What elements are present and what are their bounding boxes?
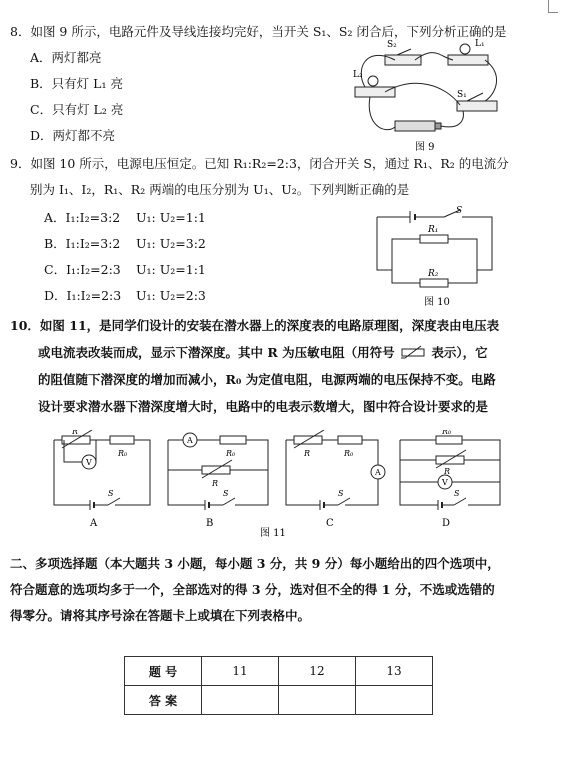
switch-s2-icon (397, 49, 411, 55)
answer-cell-12[interactable] (279, 686, 356, 715)
fig10-caption: 图 10 (424, 297, 450, 308)
q9-option-c-value: U₁: U₂=1:1 (136, 262, 206, 277)
q9-option-b-label: B．I₁:I₂=3:2 (44, 236, 121, 251)
circuit-b-r0 (220, 436, 246, 444)
circuit-b-label-a: A (187, 436, 193, 445)
answer-table-answer-row (125, 686, 433, 715)
q9-option-a-value: U₁: U₂=1:1 (136, 210, 206, 225)
circuit-c-label-r0: R₀ (344, 449, 354, 458)
page-corner-mark (548, 0, 549, 12)
q10-line3: 的阻值随下潜深度的增加而减小，R₀ 为定值电阻，电源两端的电压保持不变。电路 (38, 372, 496, 387)
battery-body (395, 121, 435, 131)
q8-option-c: C．只有灯 L₂ 亮 (30, 102, 124, 117)
fig10-label-s: S (456, 206, 463, 216)
q10-line4: 设计要求潜水器下潜深度增大时，电路中的电表示数增大，图中符合设计要求的是 (38, 399, 489, 414)
q9-stem-line2: 别为 I₁、I₂，R₁、R₂ 两端的电压分别为 U₁、U₂。下列判断正确的是 (30, 182, 410, 197)
answer-table-number-11: 11 (202, 657, 279, 686)
answer-table-header-label: 题 号 (125, 657, 202, 686)
section2-line3: 得零分。请将其序号涂在答题卡上或填在下列表格中。 (10, 608, 311, 623)
varistor-symbol-icon (399, 345, 427, 359)
figure-9-circuit (345, 35, 505, 155)
q9-option-b (44, 236, 206, 252)
resistor-r2 (420, 279, 448, 287)
q8-option-d: D．两灯都不亮 (30, 128, 116, 143)
section2-line1: 二、多项选择题（本大题共 3 小题，每小题 3 分，共 9 分）每小题给出的四个选项中， (10, 556, 500, 571)
circuit-d-label-v: V (442, 478, 448, 487)
fig9-label-s2: S₂ (387, 40, 397, 50)
circuit-a-label-v: V (86, 458, 92, 467)
circuit-a-label-s: S (108, 489, 114, 498)
answer-cell-11[interactable] (202, 686, 279, 715)
answer-table-answer-label: 答 案 (125, 686, 202, 715)
fig11-option-a: A (90, 518, 98, 529)
circuit-b-label-s: S (223, 489, 229, 498)
figure-10-circuit (372, 205, 502, 310)
board-l1 (448, 55, 488, 65)
lamp-l1-icon (460, 44, 470, 54)
circuit-c-r0 (338, 436, 362, 444)
circuit-c-label-r: R (304, 449, 311, 458)
battery-terminal (435, 123, 441, 129)
circuit-a-label-r0: R₀ (118, 449, 128, 458)
fig11-option-b: B (206, 518, 214, 529)
circuit-d-label-s: S (454, 489, 460, 498)
circuit-d-label-r0: R₀ (442, 430, 452, 436)
answer-table-number-13: 13 (356, 657, 433, 686)
q9-option-a-label: A．I₁:I₂=3:2 (44, 210, 121, 225)
switch-s1-icon (467, 93, 483, 101)
fig11-caption: 图 11 (260, 528, 286, 539)
lamp-l2-icon (368, 76, 378, 86)
q9-option-a (44, 210, 206, 226)
q8-option-b: B．只有灯 L₁ 亮 (30, 76, 123, 91)
q9-option-d-label: D．I₁:I₂=2:3 (44, 288, 122, 303)
fig10-label-r2: R₂ (428, 269, 439, 279)
board-s1 (457, 101, 497, 111)
circuit-b-label-r0: R₀ (226, 449, 236, 458)
answer-cell-13[interactable] (356, 686, 433, 715)
answer-table-header-row (125, 657, 433, 686)
section2-line2: 符合题意的选项均多于一个，全部选对的得 3 分，选对但不全的得 1 分，不选或选错的 (10, 582, 495, 597)
fig10-label-r1: R₁ (428, 225, 439, 235)
q9-option-d (44, 288, 206, 304)
fig9-label-l1: L₁ (475, 39, 485, 49)
answer-table-number-12: 12 (279, 657, 356, 686)
q8-option-a: A．两灯都亮 (30, 50, 102, 65)
q9-stem-line1: 9．如图 10 所示，电源电压恒定。已知 R₁:R₂=2:3，闭合开关 S，通过 R₁、R₂ 的电流分 (10, 156, 509, 171)
circuit-a-r0 (110, 436, 134, 444)
q10-line2-end: 表示），它 (431, 345, 488, 360)
figure-11-circuits (40, 430, 520, 540)
q9-option-d-value: U₁: U₂=2:3 (136, 288, 206, 303)
circuit-b-label-r: R (212, 479, 219, 488)
fig9-label-s1: S₁ (457, 90, 467, 100)
q10-line2-start: 或电流表改装而成，显示下潜深度。其中 R 为压敏电阻（用符号 (38, 345, 395, 360)
q9-option-b-value: U₁: U₂=3:2 (136, 236, 206, 251)
q8-stem: 8．如图 9 所示，电路元件及导线连接均完好，当开关 S₁、S₂ 闭合后，下列分析正确的是 (10, 24, 507, 39)
fig9-caption: 图 9 (415, 142, 435, 153)
resistor-r1 (420, 235, 448, 243)
circuit-a-label-r: R (72, 430, 79, 436)
circuit-c-label-s: S (338, 489, 344, 498)
page-corner-mark-h (548, 12, 558, 13)
circuit-d-label-r: R (444, 467, 451, 476)
circuit-c-label-a: A (375, 468, 381, 477)
fig11-option-d: D (442, 518, 451, 529)
q10-line1: 10．如图 11，是同学们设计的安装在潜水器上的深度表的电路原理图，深度表由电压表 (10, 318, 500, 333)
q10-line2 (38, 345, 488, 361)
fig11-option-c: C (326, 518, 334, 529)
q9-option-c-label: C．I₁:I₂=2:3 (44, 262, 121, 277)
circuit-d-r0 (436, 436, 462, 444)
answer-table (124, 656, 433, 715)
board-l2 (355, 87, 395, 97)
q9-option-c (44, 262, 206, 278)
fig9-label-l2: L₂ (353, 70, 363, 80)
